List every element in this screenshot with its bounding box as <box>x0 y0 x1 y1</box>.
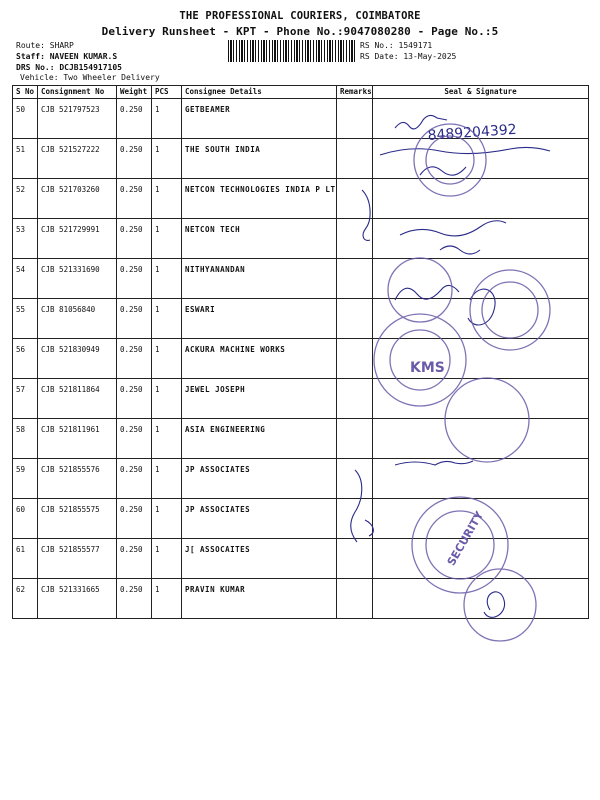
cell-sno: 51 <box>13 139 38 179</box>
cell-remarks <box>337 379 373 419</box>
cell-sno: 62 <box>13 579 38 619</box>
cell-weight: 0.250 <box>117 499 152 539</box>
cell-consignment: CJB 521527222 <box>38 139 117 179</box>
cell-consignment: CJB 521855576 <box>38 459 117 499</box>
cell-weight: 0.250 <box>117 339 152 379</box>
cell-consignment: CJB 81056840 <box>38 299 117 339</box>
cell-seal <box>373 499 589 539</box>
cell-seal <box>373 139 589 179</box>
cell-seal <box>373 459 589 499</box>
handwritten-phone: 8489204392 <box>427 121 518 144</box>
cell-weight: 0.250 <box>117 259 152 299</box>
table-row <box>13 419 589 459</box>
cell-remarks <box>337 579 373 619</box>
cell-consignment: CJB 521855577 <box>38 539 117 579</box>
cell-weight: 0.250 <box>117 459 152 499</box>
table-row <box>13 219 589 259</box>
cell-sno: 56 <box>13 339 38 379</box>
cell-pcs: 1 <box>152 99 182 139</box>
vehicle-label: Vehicle: Two Wheeler Delivery <box>20 73 160 82</box>
cell-consignee: NETCON TECHNOLOGIES INDIA P LT <box>182 179 337 219</box>
table-row <box>13 539 589 579</box>
rs-date: RS Date: 13-May-2025 <box>360 52 457 61</box>
cell-consignment: CJB 521797523 <box>38 99 117 139</box>
table-row <box>13 339 589 379</box>
cell-pcs: 1 <box>152 179 182 219</box>
table-row <box>13 299 589 339</box>
cell-pcs: 1 <box>152 379 182 419</box>
header-remarks: Remarks <box>337 86 373 99</box>
cell-remarks <box>337 419 373 459</box>
cell-seal <box>373 339 589 379</box>
cell-weight: 0.250 <box>117 419 152 459</box>
cell-remarks <box>337 219 373 259</box>
cell-seal <box>373 99 589 139</box>
cell-weight: 0.250 <box>117 299 152 339</box>
table-row <box>13 579 589 619</box>
header-consignment: Consignment No <box>38 86 117 99</box>
cell-consignee: JP ASSOCIATES <box>182 499 337 539</box>
runsheet-subtitle: Delivery Runsheet - KPT - Phone No.:9047080280 - Page No.:5 <box>101 25 499 38</box>
cell-consignment: CJB 521729991 <box>38 219 117 259</box>
cell-seal <box>373 539 589 579</box>
cell-pcs: 1 <box>152 139 182 179</box>
cell-sno: 55 <box>13 299 38 339</box>
cell-seal <box>373 259 589 299</box>
cell-pcs: 1 <box>152 499 182 539</box>
cell-seal <box>373 179 589 219</box>
cell-consignment: CJB 521331665 <box>38 579 117 619</box>
cell-remarks <box>337 259 373 299</box>
cell-remarks <box>337 539 373 579</box>
cell-pcs: 1 <box>152 339 182 379</box>
header-pcs: PCS <box>152 86 182 99</box>
cell-consignment: CJB 521811864 <box>38 379 117 419</box>
cell-sno: 60 <box>13 499 38 539</box>
cell-pcs: 1 <box>152 419 182 459</box>
cell-consignment: CJB 521830949 <box>38 339 117 379</box>
cell-consignee: PRAVIN KUMAR <box>182 579 337 619</box>
table-row <box>13 259 589 299</box>
cell-sno: 57 <box>13 379 38 419</box>
table-row <box>13 379 589 419</box>
table-row <box>13 99 589 139</box>
cell-remarks <box>337 339 373 379</box>
staff-label: Staff: NAVEEN KUMAR.S <box>16 52 118 61</box>
cell-weight: 0.250 <box>117 379 152 419</box>
header-consignee: Consignee Details <box>182 86 337 99</box>
cell-consignment: CJB 521811961 <box>38 419 117 459</box>
cell-pcs: 1 <box>152 579 182 619</box>
cell-sno: 50 <box>13 99 38 139</box>
cell-remarks <box>337 99 373 139</box>
cell-consignee: THE SOUTH INDIA <box>182 139 337 179</box>
cell-consignee: NITHYANANDAN <box>182 259 337 299</box>
stamp-text: KMS <box>410 360 445 376</box>
cell-pcs: 1 <box>152 299 182 339</box>
table-row <box>13 499 589 539</box>
cell-seal <box>373 219 589 259</box>
company-title: THE PROFESSIONAL COURIERS, COIMBATORE <box>179 10 421 22</box>
table-header-row <box>13 86 589 99</box>
cell-seal <box>373 579 589 619</box>
cell-consignee: JP ASSOCIATES <box>182 459 337 499</box>
cell-remarks <box>337 179 373 219</box>
cell-consignment: CJB 521703260 <box>38 179 117 219</box>
cell-weight: 0.250 <box>117 579 152 619</box>
cell-sno: 61 <box>13 539 38 579</box>
cell-pcs: 1 <box>152 219 182 259</box>
cell-consignment: CJB 521855575 <box>38 499 117 539</box>
rs-number: RS No.: 1549171 <box>360 41 433 50</box>
cell-weight: 0.250 <box>117 219 152 259</box>
cell-consignee: J[ ASSOCAITES <box>182 539 337 579</box>
cell-remarks <box>337 459 373 499</box>
cell-pcs: 1 <box>152 259 182 299</box>
cell-pcs: 1 <box>152 539 182 579</box>
cell-seal <box>373 419 589 459</box>
cell-consignee: ACKURA MACHINE WORKS <box>182 339 337 379</box>
cell-sno: 59 <box>13 459 38 499</box>
cell-weight: 0.250 <box>117 99 152 139</box>
cell-weight: 0.250 <box>117 539 152 579</box>
cell-sno: 52 <box>13 179 38 219</box>
drs-label: DRS No.: DCJB154917105 <box>16 63 122 72</box>
barcode <box>228 40 356 62</box>
cell-consignee: GETBEAMER <box>182 99 337 139</box>
header-weight: Weight <box>117 86 152 99</box>
stamp-text: SECURITY <box>444 509 487 569</box>
cell-consignee: JEWEL JOSEPH <box>182 379 337 419</box>
cell-consignee: ESWARI <box>182 299 337 339</box>
cell-consignee: NETCON TECH <box>182 219 337 259</box>
cell-sno: 58 <box>13 419 38 459</box>
header-sno: S No <box>13 86 38 99</box>
cell-remarks <box>337 299 373 339</box>
header-seal: Seal & Signature <box>373 86 589 99</box>
cell-seal <box>373 299 589 339</box>
table-row <box>13 139 589 179</box>
cell-pcs: 1 <box>152 459 182 499</box>
cell-seal <box>373 379 589 419</box>
cell-weight: 0.250 <box>117 139 152 179</box>
cell-remarks <box>337 139 373 179</box>
table-row <box>13 459 589 499</box>
table-row <box>13 179 589 219</box>
cell-weight: 0.250 <box>117 179 152 219</box>
cell-consignee: ASIA ENGINEERING <box>182 419 337 459</box>
route-label: Route: SHARP <box>16 41 74 50</box>
cell-remarks <box>337 499 373 539</box>
cell-consignment: CJB 521331690 <box>38 259 117 299</box>
cell-sno: 54 <box>13 259 38 299</box>
cell-sno: 53 <box>13 219 38 259</box>
runsheet-table <box>12 85 589 619</box>
